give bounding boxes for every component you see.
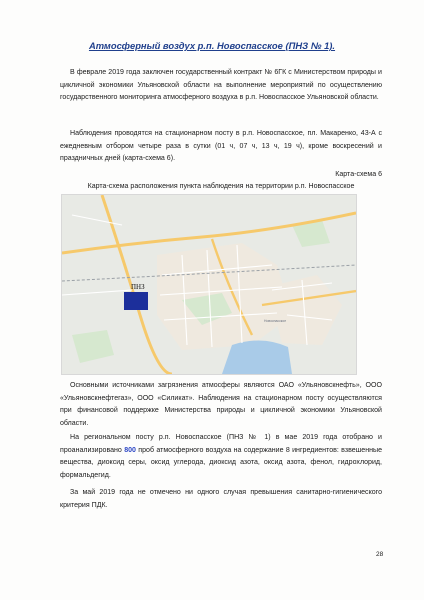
intro-paragraph-1 bbox=[60, 67, 382, 105]
map-drawing bbox=[62, 195, 356, 374]
body-paragraph-1 bbox=[60, 380, 382, 431]
body-paragraph-2-start: На региональном посту р.п. Новоспасское (ПНЗ № 1) в мае 2019 года отобрано и проанализировано bbox=[60, 434, 382, 454]
body-paragraph-2 bbox=[60, 432, 382, 483]
page-title: Атмосферный воздух р.п. Новоспасское (ПНЗ № 1). bbox=[88, 40, 336, 51]
map-number-label: Карта-схема 6 bbox=[335, 171, 382, 178]
body-paragraph-3 bbox=[60, 487, 382, 512]
sample-count: 800 bbox=[124, 446, 136, 454]
monitoring-map bbox=[61, 194, 357, 375]
map-caption: Карта-схема расположения пункта наблюдения на территории р.п. Новоспасское bbox=[87, 183, 355, 190]
intro-paragraph-1-text: В феврале 2019 года заключен государственный контракт № 6ГК с Министерством природы и цикличной экономики Ульяновской области на выполнение мероприятий по осуществлению государственного мониторинга атмосферного воздуха в р.п. Новоспасское Ульяновской области. bbox=[60, 69, 382, 102]
water-area bbox=[222, 340, 292, 374]
map-place-label: Новоспасское bbox=[264, 319, 287, 323]
body-paragraph-1-text: Основными источниками загрязнения атмосферы являются ОАО «Ульяновскнефть», ООО «Ульяновскнефтегаз», ООО «Силикат». Наблюдения на стационарном посту осуществляются при финансовой поддержке Министерства природы и цикличной экономики Ульяновской области. bbox=[60, 382, 382, 428]
body-paragraph-2-end: проб атмосферного воздуха на содержание 8 ингредиентов: взвешенные вещества, диоксид серы, оксид углерода, диоксид азота, оксид азота, фенол, гидрохлорид, формальдегид. bbox=[60, 446, 382, 480]
intro-paragraph-2-text: Наблюдения проводятся на стационарном посту в р.п. Новоспасское, пл. Макаренко, 43-А с ежедневным отбором четыре раза в сутки (01 ч, 07 ч, 13 ч, 19 ч), кроме воскресений и праздничных дней (карта-схема 6). bbox=[60, 130, 382, 163]
station-label: ПНЗ bbox=[131, 283, 145, 291]
page-number: 28 bbox=[376, 551, 384, 558]
body-paragraph-3-text: За май 2019 года не отмечено ни одного случая превышения санитарно-гигиенического критерия ПДК. bbox=[60, 489, 382, 509]
station-marker bbox=[124, 292, 148, 310]
intro-paragraph-2 bbox=[60, 128, 382, 166]
